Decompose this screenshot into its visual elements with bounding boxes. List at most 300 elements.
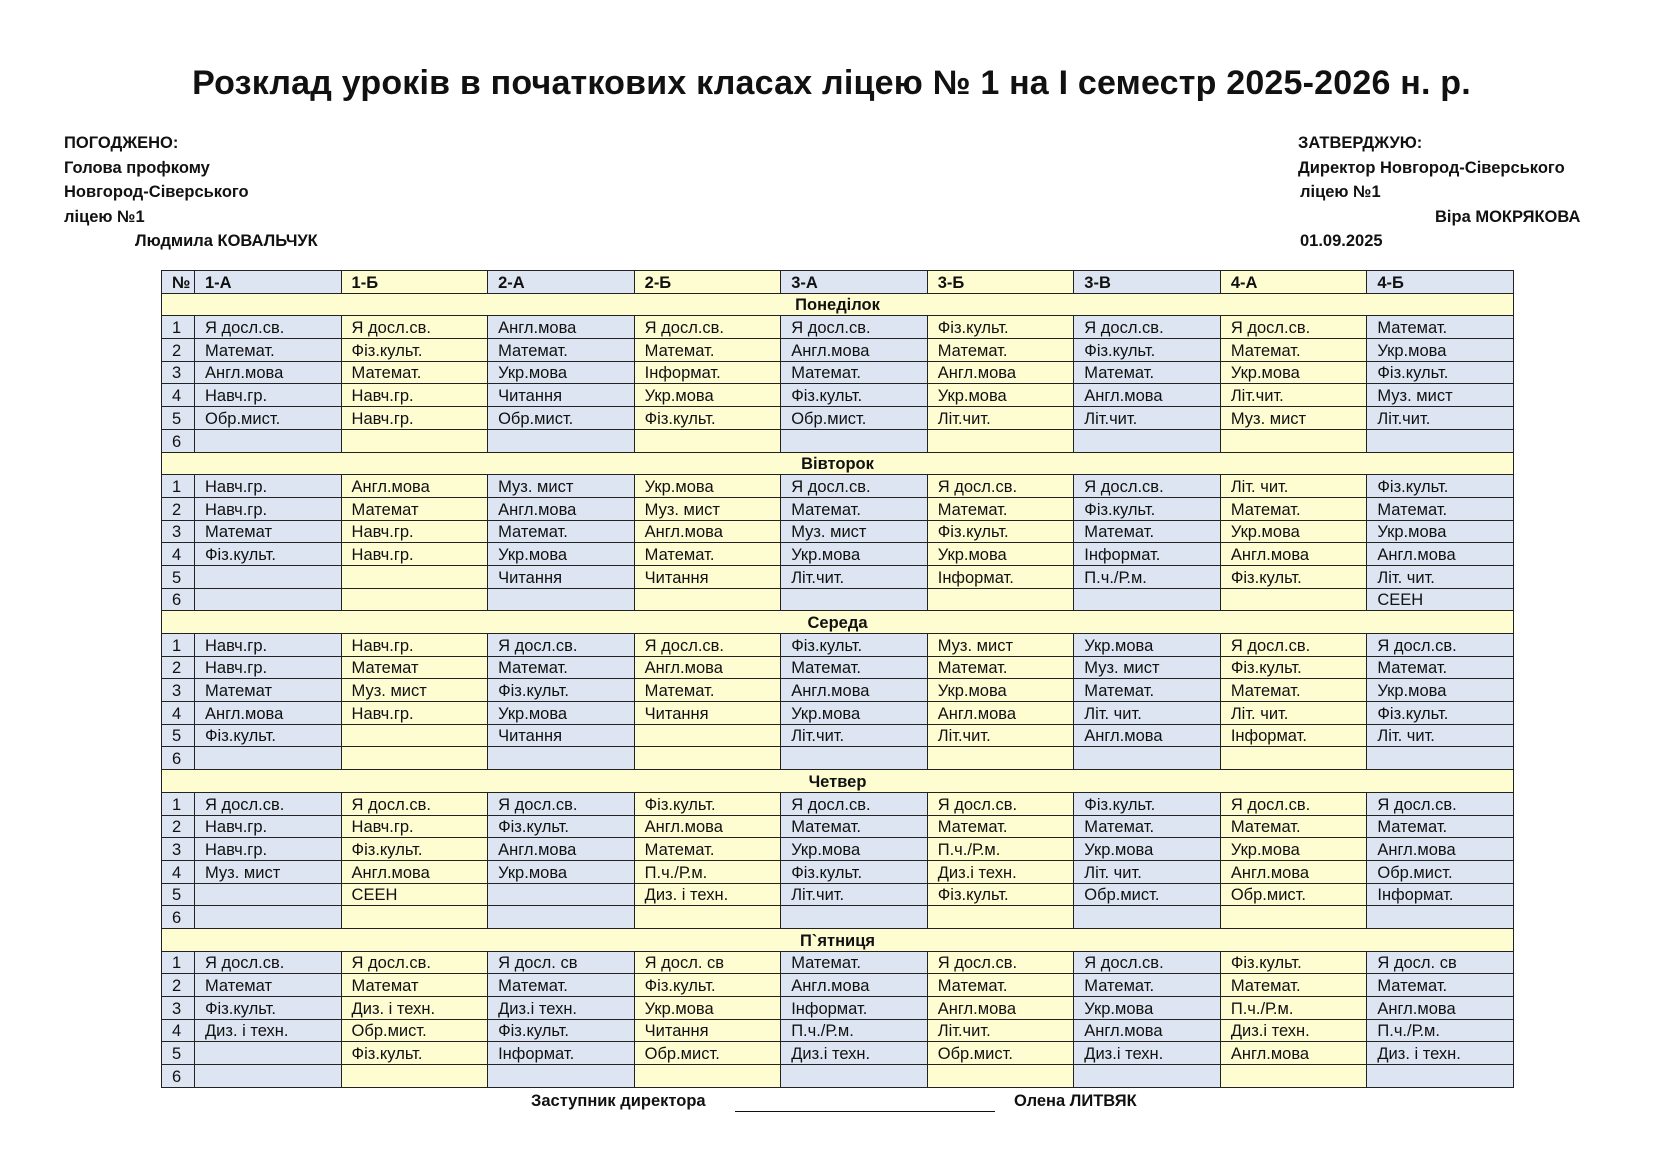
schedule-body [162,293,1514,1087]
header-cell-class: 3-А [781,271,928,294]
lesson-cell: Фіз.культ. [488,679,635,702]
lesson-cell [1074,747,1221,770]
lesson-cell: Я досл.св. [1220,792,1367,815]
lesson-cell: Англ.мова [634,520,781,543]
lesson-row [162,475,1514,498]
lesson-cell: Читання [634,565,781,588]
lesson-cell: Математ. [781,361,928,384]
header-cell-class: 2-А [488,271,635,294]
lesson-cell: Літ. чит. [1220,475,1367,498]
lesson-cell: Фіз.культ. [341,339,488,362]
lesson-cell: Літ.чит. [1074,407,1221,430]
lesson-cell: Англ.мова [634,656,781,679]
lesson-number: 5 [162,565,195,588]
lesson-row [162,838,1514,861]
lesson-cell: Математ. [488,656,635,679]
lesson-cell: СЕЕН [341,883,488,906]
lesson-cell: Англ.мова [195,702,342,725]
lesson-cell [488,1065,635,1088]
lesson-cell: Навч.гр. [195,497,342,520]
lesson-cell: Муз. мист [634,497,781,520]
lesson-cell: Англ.мова [341,860,488,883]
lesson-cell: Математ. [1220,815,1367,838]
lesson-cell: Фіз.культ. [488,815,635,838]
lesson-cell [634,747,781,770]
lesson-number: 6 [162,1065,195,1088]
lesson-cell: Фіз.культ. [1074,339,1221,362]
lesson-cell: Англ.мова [1220,1042,1367,1065]
lesson-row [162,1042,1514,1065]
lesson-cell: Читання [488,565,635,588]
lesson-cell [1367,429,1514,452]
lesson-cell: Математ. [488,974,635,997]
lesson-cell: Фіз.культ. [1367,475,1514,498]
agreed-heading: ПОГОДЖЕНО: [64,134,179,152]
lesson-cell [781,747,928,770]
lesson-number: 6 [162,429,195,452]
lesson-cell: Диз.і техн. [927,860,1074,883]
header-cell-class: 3-В [1074,271,1221,294]
lesson-cell: Укр.мова [927,384,1074,407]
lesson-cell [1220,588,1367,611]
lesson-cell: Літ. чит. [1220,702,1367,725]
lesson-cell: Математ. [634,543,781,566]
lesson-cell: Навч.гр. [341,384,488,407]
lesson-cell: Літ.чит. [781,565,928,588]
lesson-cell [1220,906,1367,929]
lesson-cell: Фіз.культ. [1074,792,1221,815]
lesson-cell: Математ [341,656,488,679]
lesson-cell: Читання [488,384,635,407]
lesson-cell: Обр.мист. [1220,883,1367,906]
lesson-cell: Математ. [1367,815,1514,838]
lesson-row [162,883,1514,906]
lesson-cell: Муз. мист [1220,407,1367,430]
lesson-cell: Фіз.культ. [195,724,342,747]
lesson-cell [341,1065,488,1088]
header-cell-class: 1-Б [341,271,488,294]
lesson-number: 2 [162,974,195,997]
lesson-cell: Диз.і техн. [488,997,635,1020]
lesson-cell [488,429,635,452]
lesson-row [162,656,1514,679]
lesson-cell: Фіз.культ. [634,974,781,997]
day-name: Четвер [162,770,1514,793]
lesson-cell [781,906,928,929]
lesson-cell: Укр.мова [781,702,928,725]
lesson-cell: Обр.мист. [781,407,928,430]
lesson-cell: Фіз.культ. [195,997,342,1020]
signature-line [735,1111,995,1112]
lesson-cell: Інформат. [927,565,1074,588]
lesson-cell: Літ.чит. [1220,384,1367,407]
lesson-number: 5 [162,407,195,430]
lesson-cell: Я досл.св. [927,792,1074,815]
lesson-cell: Математ. [927,497,1074,520]
lesson-cell: Я досл.св. [488,634,635,657]
lesson-cell: Я досл. св [488,951,635,974]
lesson-cell: Укр.мова [488,702,635,725]
lesson-cell [488,883,635,906]
lesson-cell: Англ.мова [781,974,928,997]
lesson-cell [195,1042,342,1065]
lesson-cell: Фіз.культ. [1220,565,1367,588]
lesson-cell: Математ [195,974,342,997]
lesson-cell: Читання [634,1019,781,1042]
lesson-cell: Я досл.св. [634,316,781,339]
lesson-cell: Літ. чит. [1074,860,1221,883]
lesson-cell: Математ. [1220,974,1367,997]
lesson-cell: Укр.мова [781,838,928,861]
lesson-cell: Математ. [781,951,928,974]
lesson-cell [1074,1065,1221,1088]
lesson-cell: Англ.мова [488,497,635,520]
lesson-cell [341,565,488,588]
lesson-cell: Математ. [1074,361,1221,384]
lesson-row [162,316,1514,339]
lesson-cell: Математ. [1074,815,1221,838]
lesson-cell: Інформат. [1074,543,1221,566]
lesson-cell [927,906,1074,929]
lesson-row [162,679,1514,702]
lesson-number: 5 [162,883,195,906]
lesson-cell [634,906,781,929]
lesson-cell: Я досл.св. [1074,951,1221,974]
lesson-cell: Я досл.св. [781,475,928,498]
lesson-cell: Укр.мова [1220,520,1367,543]
header-cell-class: 4-А [1220,271,1367,294]
schedule-table [161,270,1514,1088]
lesson-cell: Муз. мист [781,520,928,543]
lesson-cell: Фіз.культ. [781,634,928,657]
lesson-row [162,429,1514,452]
lesson-cell: Математ. [488,520,635,543]
header-cell-class: 3-Б [927,271,1074,294]
lesson-cell [195,588,342,611]
day-header-row [162,611,1514,634]
day-header-row [162,293,1514,316]
lesson-cell: Математ. [1074,679,1221,702]
lesson-cell: Укр.мова [488,860,635,883]
lesson-cell: Англ.мова [1367,997,1514,1020]
lesson-cell: Обр.мист. [341,1019,488,1042]
lesson-cell: Математ. [488,339,635,362]
lesson-cell: Укр.мова [1074,838,1221,861]
lesson-cell: Англ.мова [488,838,635,861]
lesson-number: 3 [162,997,195,1020]
lesson-cell [341,906,488,929]
deputy-label: Заступник директора [531,1092,706,1110]
approved-org: ліцею №1 [1300,183,1381,201]
lesson-cell: Навч.гр. [341,702,488,725]
lesson-cell [195,565,342,588]
lesson-cell: Обр.мист. [634,1042,781,1065]
lesson-cell: Навч.гр. [341,407,488,430]
lesson-cell: Літ.чит. [781,724,928,747]
lesson-cell [634,1065,781,1088]
lesson-cell: Навч.гр. [341,520,488,543]
lesson-cell: Я досл.св. [1074,316,1221,339]
lesson-cell: Укр.мова [634,997,781,1020]
lesson-cell: П.ч./Р.м. [1220,997,1367,1020]
lesson-cell [341,724,488,747]
lesson-cell: Англ.мова [195,361,342,384]
lesson-cell: Я досл.св. [341,316,488,339]
lesson-cell: Математ. [341,361,488,384]
deputy-name: Олена ЛИТВЯК [1014,1092,1137,1110]
lesson-number: 1 [162,792,195,815]
lesson-cell: Фіз.культ. [927,316,1074,339]
lesson-cell: Англ.мова [927,361,1074,384]
lesson-number: 4 [162,543,195,566]
lesson-cell: Диз. і техн. [1367,1042,1514,1065]
lesson-cell: Англ.мова [634,815,781,838]
lesson-cell: Муз. мист [1074,656,1221,679]
lesson-row [162,860,1514,883]
lesson-cell: Математ. [634,838,781,861]
lesson-cell [488,588,635,611]
lesson-cell: Математ. [927,974,1074,997]
lesson-row [162,724,1514,747]
lesson-cell: Обр.мист. [1074,883,1221,906]
lesson-cell: Математ. [927,339,1074,362]
lesson-cell: Укр.мова [1367,679,1514,702]
header-cell-class: 2-Б [634,271,781,294]
lesson-cell [195,747,342,770]
lesson-cell: Фіз.культ. [781,384,928,407]
lesson-cell: П.ч./Р.м. [634,860,781,883]
lesson-cell: Математ [195,520,342,543]
day-name: Вівторок [162,452,1514,475]
lesson-number: 1 [162,634,195,657]
lesson-cell: Я досл. св [1367,951,1514,974]
lesson-cell: Фіз.культ. [195,543,342,566]
lesson-cell: Фіз.культ. [1367,361,1514,384]
lesson-number: 5 [162,724,195,747]
lesson-cell: Обр.мист. [195,407,342,430]
lesson-cell: Англ.мова [1074,724,1221,747]
lesson-cell: Фіз.культ. [1220,951,1367,974]
lesson-cell [1220,747,1367,770]
lesson-cell [927,1065,1074,1088]
lesson-cell: Я досл.св. [634,634,781,657]
day-name: Середа [162,611,1514,634]
lesson-number: 4 [162,702,195,725]
lesson-cell [195,906,342,929]
lesson-cell [1220,1065,1367,1088]
day-header-row [162,770,1514,793]
lesson-cell [927,747,1074,770]
lesson-cell: Навч.гр. [195,475,342,498]
lesson-cell: Читання [488,724,635,747]
lesson-cell: Я досл.св. [927,475,1074,498]
lesson-cell [341,429,488,452]
lesson-cell: Навч.гр. [341,815,488,838]
lesson-cell: Я досл.св. [195,316,342,339]
lesson-cell [781,1065,928,1088]
lesson-cell: Математ. [1074,974,1221,997]
lesson-cell: Навч.гр. [195,634,342,657]
lesson-row [162,407,1514,430]
lesson-cell: Фіз.культ. [781,860,928,883]
lesson-cell: Фіз.культ. [341,1042,488,1065]
header-row [162,271,1514,294]
lesson-cell: Я досл.св. [195,792,342,815]
day-header-row [162,452,1514,475]
lesson-row [162,497,1514,520]
lesson-row [162,634,1514,657]
lesson-cell: Укр.мова [634,384,781,407]
lesson-cell: Муз. мист [1367,384,1514,407]
lesson-cell [341,588,488,611]
lesson-cell: Укр.мова [927,679,1074,702]
lesson-cell: Я досл.св. [781,316,928,339]
lesson-cell: Математ. [634,679,781,702]
lesson-cell: Англ.мова [341,475,488,498]
lesson-cell: Фіз.культ. [927,883,1074,906]
lesson-cell: Математ [341,497,488,520]
lesson-cell: Я досл.св. [195,951,342,974]
lesson-cell: Математ. [1367,497,1514,520]
lesson-cell: Інформат. [488,1042,635,1065]
lesson-number: 6 [162,588,195,611]
lesson-number: 2 [162,815,195,838]
lesson-cell [195,883,342,906]
page-title: Розклад уроків в початкових класах ліцею № 1 на І семестр 2025-2026 н. р. [192,64,1471,102]
lesson-cell [488,906,635,929]
day-name: Понеділок [162,293,1514,316]
lesson-cell: Математ. [1367,316,1514,339]
header-cell-class: 1-А [195,271,342,294]
lesson-cell: Муз. мист [195,860,342,883]
lesson-cell [1074,588,1221,611]
lesson-cell: Англ.мова [927,702,1074,725]
agreed-org: Новгород-Сіверського [64,183,249,201]
lesson-cell: Математ. [195,339,342,362]
lesson-cell: Обр.мист. [1367,860,1514,883]
lesson-cell: Я досл.св. [1367,792,1514,815]
lesson-row [162,815,1514,838]
lesson-cell: Укр.мова [488,361,635,384]
lesson-cell: Укр.мова [927,543,1074,566]
lesson-cell: Фіз.культ. [1074,497,1221,520]
lesson-cell: Я досл.св. [927,951,1074,974]
lesson-cell [1074,429,1221,452]
lesson-cell [488,747,635,770]
lesson-cell: Літ. чит. [1074,702,1221,725]
approved-position: Директор Новгород-Сіверського [1298,159,1565,177]
lesson-cell: Інформат. [634,361,781,384]
lesson-cell: Я досл.св. [341,792,488,815]
lesson-cell [927,429,1074,452]
lesson-cell: Літ.чит. [927,724,1074,747]
header-cell-class: 4-Б [1367,271,1514,294]
lesson-cell [195,1065,342,1088]
lesson-cell: Англ.мова [1220,543,1367,566]
lesson-cell: Укр.мова [1074,634,1221,657]
lesson-cell: СЕЕН [1367,588,1514,611]
lesson-row [162,951,1514,974]
lesson-cell: Літ.чит. [1367,407,1514,430]
lesson-cell: Фіз.культ. [341,838,488,861]
lesson-number: 2 [162,339,195,362]
lesson-cell: Англ.мова [1367,838,1514,861]
lesson-cell: П.ч./Р.м. [1074,565,1221,588]
lesson-cell: Інформат. [1367,883,1514,906]
lesson-row [162,1019,1514,1042]
lesson-cell: П.ч./Р.м. [927,838,1074,861]
lesson-cell: Англ.мова [781,679,928,702]
lesson-cell: Муз. мист [927,634,1074,657]
lesson-cell: Муз. мист [341,679,488,702]
lesson-cell: Математ. [781,815,928,838]
lesson-row [162,361,1514,384]
lesson-cell: Укр.мова [1220,838,1367,861]
lesson-cell: Математ. [1074,520,1221,543]
lesson-cell: Обр.мист. [488,407,635,430]
lesson-cell: Математ. [1367,656,1514,679]
lesson-number: 6 [162,747,195,770]
lesson-number: 1 [162,316,195,339]
lesson-number: 3 [162,838,195,861]
lesson-cell: Укр.мова [781,543,928,566]
lesson-cell: Літ.чит. [781,883,928,906]
lesson-cell: Навч.гр. [341,543,488,566]
header-cell-number: № [162,271,195,294]
lesson-cell: Я досл.св. [1220,634,1367,657]
approved-heading: ЗАТВЕРДЖУЮ: [1298,134,1423,152]
lesson-cell: Укр.мова [1074,997,1221,1020]
lesson-number: 2 [162,497,195,520]
lesson-row [162,702,1514,725]
lesson-number: 5 [162,1042,195,1065]
lesson-row [162,974,1514,997]
lesson-row [162,792,1514,815]
lesson-cell: Диз. і техн. [634,883,781,906]
lesson-cell: Диз. і техн. [195,1019,342,1042]
lesson-number: 3 [162,361,195,384]
lesson-number: 1 [162,951,195,974]
lesson-number: 1 [162,475,195,498]
lesson-cell: Муз. мист [488,475,635,498]
lesson-cell: Диз.і техн. [1074,1042,1221,1065]
lesson-cell: Читання [634,702,781,725]
lesson-cell: Фіз.культ. [634,792,781,815]
lesson-cell: Інформат. [1220,724,1367,747]
lesson-row [162,565,1514,588]
lesson-cell: Фіз.культ. [634,407,781,430]
lesson-cell: Укр.мова [1220,361,1367,384]
lesson-cell [1074,906,1221,929]
lesson-cell: Англ.мова [488,316,635,339]
lesson-row [162,339,1514,362]
lesson-number: 3 [162,679,195,702]
lesson-cell: Математ. [1367,974,1514,997]
lesson-cell: Диз.і техн. [781,1042,928,1065]
lesson-cell: Інформат. [781,997,928,1020]
lesson-cell [1367,906,1514,929]
lesson-cell: Укр.мова [488,543,635,566]
lesson-cell: Літ.чит. [927,407,1074,430]
lesson-cell [1367,1065,1514,1088]
lesson-cell: Англ.мова [927,997,1074,1020]
lesson-cell [1220,429,1367,452]
lesson-cell: Фіз.культ. [1367,702,1514,725]
lesson-number: 2 [162,656,195,679]
lesson-cell: Я досл.св. [341,951,488,974]
lesson-cell: Фіз.культ. [1220,656,1367,679]
lesson-row [162,1065,1514,1088]
